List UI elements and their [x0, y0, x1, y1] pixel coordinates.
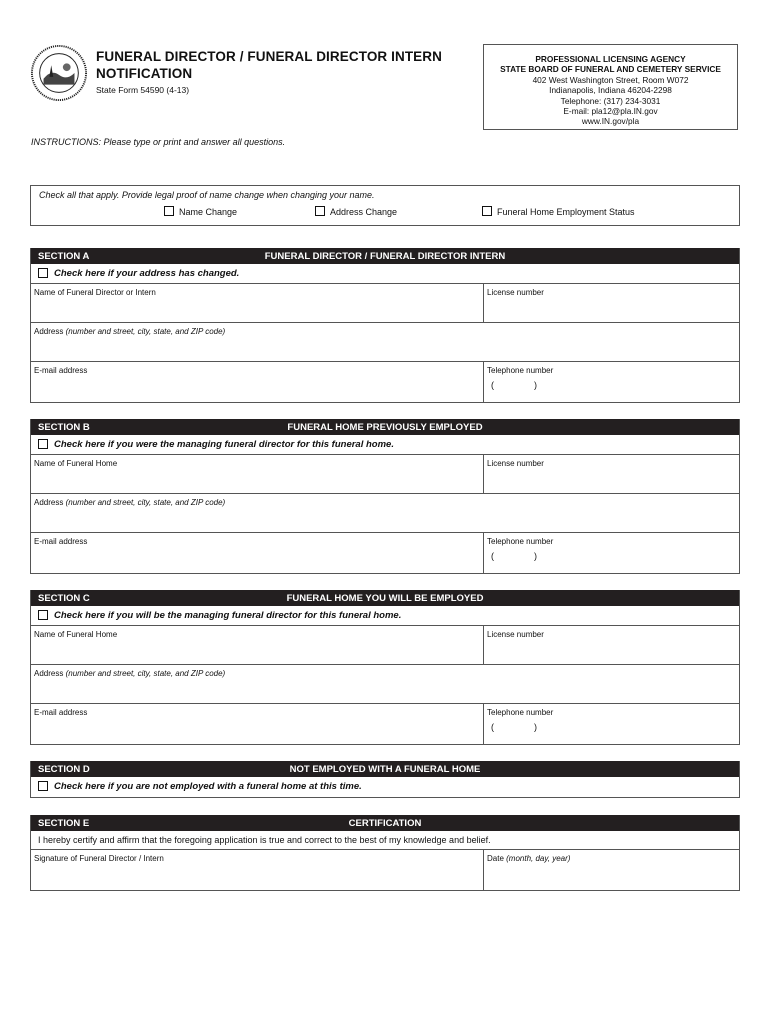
address-change-option[interactable]: Address Change: [315, 206, 397, 217]
certification-statement: I hereby certify and affirm that the foregoing application is true and correct to the best of my knowledge and belief.: [31, 831, 739, 850]
previous-home-email-field[interactable]: E-mail address: [31, 533, 484, 573]
address-change-checkbox[interactable]: [315, 206, 325, 216]
new-home-name-field[interactable]: Name of Funeral Home: [31, 626, 484, 664]
signature-field[interactable]: Signature of Funeral Director / Intern: [31, 850, 484, 890]
section-d-header: SECTION D NOT EMPLOYED WITH A FUNERAL HOME: [31, 761, 739, 777]
section-c-header: SECTION C FUNERAL HOME YOU WILL BE EMPLOYED: [31, 590, 739, 606]
form-number: State Form 54590 (4-13): [96, 85, 190, 95]
state-seal: [30, 44, 88, 102]
director-email-field[interactable]: E-mail address: [31, 362, 484, 402]
previous-home-license-field[interactable]: License number: [487, 459, 544, 468]
director-license-field[interactable]: License number: [487, 288, 544, 297]
section-a-check-row[interactable]: Check here if your address has changed.: [31, 264, 739, 284]
section-e: [30, 815, 740, 891]
section-c-check-row[interactable]: Check here if you will be the managing funeral director for this funeral home.: [31, 606, 739, 626]
new-home-phone-field[interactable]: Telephone number ( ): [487, 708, 554, 732]
section-c: [30, 590, 740, 745]
section-a-header: SECTION A FUNERAL DIRECTOR / FUNERAL DIRECTOR INTERN: [31, 248, 739, 264]
not-employed-checkbox[interactable]: [38, 781, 48, 791]
future-managing-checkbox[interactable]: [38, 610, 48, 620]
section-b-header: SECTION B FUNERAL HOME PREVIOUSLY EMPLOYED: [31, 419, 739, 435]
new-home-license-field[interactable]: License number: [487, 630, 544, 639]
new-home-email-field[interactable]: E-mail address: [31, 704, 484, 744]
director-address-field[interactable]: Address (number and street, city, state, and ZIP code): [34, 327, 226, 336]
director-name-field[interactable]: Name of Funeral Director or Intern: [31, 284, 484, 322]
section-e-header: SECTION E CERTIFICATION: [31, 815, 739, 831]
form-title: FUNERAL DIRECTOR / FUNERAL DIRECTOR INTERN NOTIFICATION: [96, 49, 442, 81]
section-d-check-row[interactable]: Check here if you are not employed with a funeral home at this time.: [31, 777, 739, 797]
section-b: [30, 419, 740, 574]
employment-status-checkbox[interactable]: [482, 206, 492, 216]
agency-box: PROFESSIONAL LICENSING AGENCY STATE BOARD OF FUNERAL AND CEMETERY SERVICE 402 West Washington Street, Room W072 Indianapolis, Indiana 46204-2298 Telephone: (317) 234-3031 E-mail: pla12@pla.IN.gov www.IN.gov/pla: [483, 44, 738, 130]
name-change-checkbox[interactable]: [164, 206, 174, 216]
previous-home-name-field[interactable]: Name of Funeral Home: [31, 455, 484, 493]
previous-managing-checkbox[interactable]: [38, 439, 48, 449]
section-b-check-row[interactable]: Check here if you were the managing funeral director for this funeral home.: [31, 435, 739, 455]
date-field[interactable]: Date (month, day, year): [487, 854, 571, 863]
address-changed-checkbox[interactable]: [38, 268, 48, 278]
section-a: [30, 248, 740, 403]
section-d: [30, 761, 740, 798]
previous-home-address-field[interactable]: Address (number and street, city, state, and ZIP code): [34, 498, 226, 507]
employment-status-option[interactable]: Funeral Home Employment Status: [482, 206, 635, 217]
name-change-option[interactable]: Name Change: [164, 206, 237, 217]
previous-home-phone-field[interactable]: Telephone number ( ): [487, 537, 554, 561]
director-phone-field[interactable]: Telephone number ( ): [487, 366, 554, 390]
new-home-address-field[interactable]: Address (number and street, city, state, and ZIP code): [34, 669, 226, 678]
change-type-box: Check all that apply. Provide legal proof of name change when changing your name. Name Change Address Change Funeral Home Employment Status: [30, 185, 740, 226]
instructions: INSTRUCTIONS: Please type or print and answer all questions.: [31, 137, 286, 147]
